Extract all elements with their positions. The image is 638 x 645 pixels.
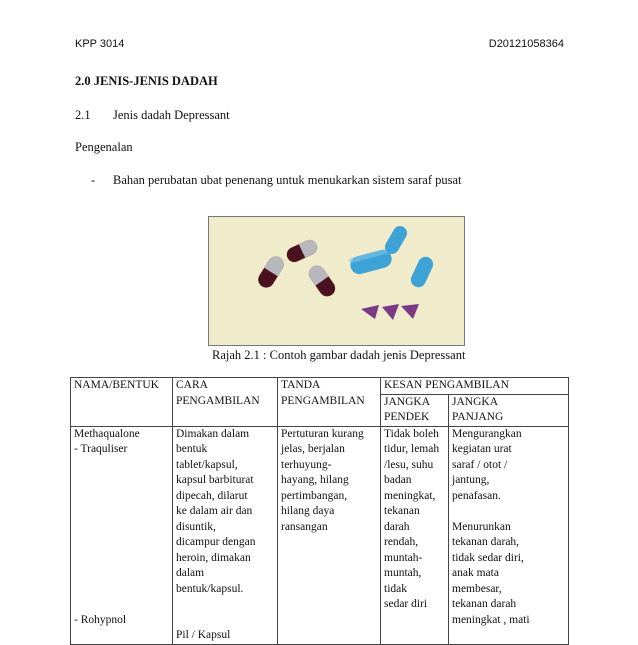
- header-pendek: JANGKA PENDEK: [381, 394, 449, 426]
- header-panjang: JANGKA PANJANG: [449, 394, 569, 426]
- intro-label: Pengenalan: [75, 140, 133, 154]
- bullet-marker: -: [91, 173, 96, 187]
- header-cara: CARA PENGAMBILAN: [173, 378, 278, 427]
- bullet-text: Bahan perubatan ubat penenang untuk menukarkan sistem saraf pusat: [113, 173, 462, 187]
- drug-table: [70, 377, 569, 645]
- cell-panjang: Mengurangkan kegiatan urat saraf / otot / jantung, penafasan. Menurunkan tekanan darah, tidak sedar diri, anak mata membesar, tekanan darah meningkat , mati: [449, 426, 569, 644]
- subsection-heading: [75, 108, 230, 123]
- subsection-number: 2.1: [75, 108, 91, 122]
- cell-pendek: Tidak boleh tidur, lemah /lesu, suhu badan meningkat, tekanan darah rendah, muntah- muntah, tidak sedar diri: [381, 426, 449, 644]
- table-row: [71, 426, 569, 644]
- header-nama: NAMA/BENTUK: [71, 378, 173, 427]
- cell-nama: Methaqualone - Traquliser - Rohypnol: [71, 426, 173, 644]
- subsection-title: Jenis dadah Depressant: [113, 108, 230, 122]
- pills-illustration: [209, 217, 464, 345]
- header-kesan: KESAN PENGAMBILAN: [381, 378, 569, 395]
- cell-cara: Dimakan dalam bentuk tablet/kapsul, kapsul barbiturat dipecah, dilarut ke dalam air dan disuntik, dicampur dengan heroin, dimakan dalam bentuk/kapsul. Pil / Kapsul: [173, 426, 278, 644]
- header-tanda: TANDA PENGAMBILAN: [278, 378, 381, 427]
- depressant-photo: [208, 216, 465, 346]
- table-header-row: [71, 378, 569, 395]
- section-title: 2.0 JENIS-JENIS DADAH: [75, 74, 218, 88]
- header-course-code: KPP 3014: [75, 38, 125, 50]
- figure-caption: Rajah 2.1 : Contoh gambar dadah jenis Depressant: [212, 348, 466, 362]
- header-student-id: D20121058364: [488, 38, 564, 50]
- cell-tanda: Pertuturan kurang jelas, berjalan terhuyung- hayang, hilang pertimbangan, hilang daya ransangan: [278, 426, 381, 644]
